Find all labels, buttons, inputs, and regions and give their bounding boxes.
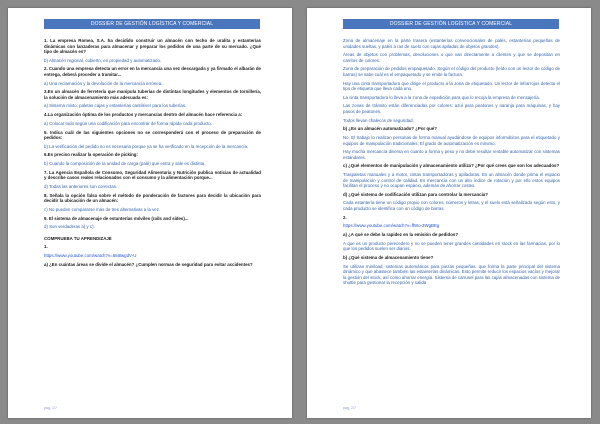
body-text: Hay una cinta transportadora que dirige el producto a la zona de etiquetado. Un lector de infrarrojos detecta el tipo de etiqueta que lleva cada uno. (343, 80, 560, 92)
question-text: a) ¿A qué se debe la rapidez en la emisión de pedidos? (343, 232, 458, 237)
body-text: Zona de almacenaje en la parte trasera (estanterías convencionales de palés, estanterías pequeñas de unidades sueltas, y palés a ras de suelo con cajas apiladas de objetos grandes). (343, 38, 560, 49)
body-text: Cada estantería tiene un código propio con colores, números y letras, y el suelo está señalizado según esto, y cada producto se identifica con un código de barras. (343, 200, 560, 211)
question-text: b) ¿Es un almacén automatizado? ¿Por qué? (343, 126, 437, 132)
question-text: 4.La organización óptima de los productos y mercancías dentro del almacén hace referencia a: (44, 112, 243, 118)
question-text: 1. La empresa Romea, S.A. ha decidido construir un almacén con techo de uralita y estanterías dinámicas con lanzaderas para almacenar y preparar los pedidos de una parte de su mercado. ¿Qué tipo de almacén es? (44, 38, 261, 54)
answer-text: a) Una reclamación y la devolución de la mercancía errónea. (44, 80, 163, 86)
answer-text: b) La verificación del pedido no es necesaria porque ya se ha verificado en la recepción de la mercancía. (44, 143, 249, 149)
body-text: Hay mucha mercancía diversa en cuanto a forma y peso y no debe resultar rentable automatizar con sistemas estándares. (343, 149, 560, 160)
body-text: Todos llevan chalecos de seguridad. (343, 117, 414, 123)
page-content (44, 38, 261, 270)
body-text: Se utilizan miniload, sistemas automáticos para piezas pequeñas, que forma la parte principal del sistema dinámico y que abastece también las estanterías dinámicas. Esto permite reducir los espacios vacíos y mejorar la gestión del stock, así como ahorrar energía. Sistema de carrusel para las cajas almacenadas con sistema de shuttle para gestionar la recepción y salida (343, 263, 560, 286)
question-text: 3.En un almacén de ferretería que manipula tuberías de distintas longitudes y elementos de tornillería, la solución de almacenamiento más adecuada es: (44, 89, 261, 100)
body-text: Áreas de objetos con problemas, devoluciones o que van directamente a clientes y que se depositan en carritos de colores. (343, 52, 560, 63)
page-header: DOSSIER DE GESTIÓN LOGÍSTICA Y COMERCIAL (343, 19, 559, 29)
page-header: DOSSIER DE GESTIÓN LOGÍSTICA Y COMERCIAL (44, 19, 260, 29)
page-right (307, 8, 591, 418)
right-item-list (343, 38, 560, 286)
page-number: pág. 2/7 (343, 406, 356, 410)
question-text: 2. Cuando una empresa detecta un error en la mercancía una vez descargada y ya firmado el albarán de entrega, deberá proceder a tramitar... (44, 66, 261, 77)
answer-text: c) No pueden compararse más de tres alternativas a la vez. (44, 206, 161, 212)
body-text: Zona de preparación de pedidos empaquetado. Según el código del producto (leído con un lector de código de barras) se sabe cuál es el empaquetado y se emite la factura. (343, 66, 560, 77)
left-item-list (44, 38, 261, 230)
question-text: 5. Indica cuál de las siguientes opciones no se corresponderá con el proceso de preparación de pedidos: (44, 129, 261, 140)
video-link[interactable]: https://www.youtube.com/watch?v=55i8wgdV-U (44, 253, 137, 259)
page-number: pág. 1/7 (44, 406, 57, 410)
question-text: 9. El sistema de almacenaje de estanterías móviles (rails and sides)... (44, 215, 189, 221)
answer-text: b) Cuando la composición de la unidad de carga (palé) que entra y sale es distinta. (44, 161, 206, 167)
question-text: 7. La Agencia Española de Consumo, Seguridad Alimentaria y Nutrición publica noticias de actualidad y describe casos reales relacionados con el consumo y la alimentación porque... (44, 169, 261, 181)
body-text: La cinta transportadora lo lleva a la zona de expedición para que lo recoja la empresa de mensajería. (343, 94, 540, 100)
body-text: No. El trabajo lo realizan personas de forma manual ayudándose de equipos informáticos para el etiquetado y equipos de manipulación tradicionales. El grado de automatización es mínimo. (343, 135, 560, 146)
answer-text: b) Almacén regional, cubierto, en propiedad y automatizado. (44, 57, 162, 63)
answer-text: d) Son verdaderas a) y c). (44, 224, 95, 230)
body-text: A que es un producto perecedero y no se pueden tener grandes cantidades en stock en las farmacias, por lo que los pedidos suelen ser diarios. (343, 240, 560, 252)
video-link[interactable]: https://www.youtube.com/watch?v=ffWo-3WgBEg (343, 223, 440, 229)
page-left (8, 8, 292, 418)
body-text: Traspaletas manuales y a motor, cintas transportadoras y apiladoras. Es un almacén donde prima el espacio de manipulación y control de calidad. Es mercancía con un alto índice de rotación y por ello estos equipos facilitan el proceso y no ocupan espacio, además de ahorrar costes. (343, 172, 560, 189)
exercise-number: 1. (44, 244, 48, 250)
question-text: 8. Señala la opción falsa sobre el método de ponderación de factores para decidir la ubicación para decidir la ubicación de un almacén: (44, 192, 261, 204)
exercise-number: 2. (343, 214, 347, 220)
body-text: Las zonas de tránsito están diferenciadas por colores: azul para peatones y naranja para máquinas, y hay pasos de peatones. (343, 103, 560, 114)
answer-text: a) Sistema mixto: paletas cajas y estanterías cantiléver para los tuberías. (44, 103, 187, 109)
question-text: d) ¿Qué sistema de codificación utilizan para controlar la mercancía? (343, 191, 488, 197)
answer-text: d) Todas las anteriores son correctas. (44, 183, 118, 189)
question-text: c) ¿Qué elementos de manipulación y almacenamiento utiliza? ¿Por qué crees que son los adecuados? (343, 163, 560, 169)
section-title: COMPRUEBA TU APRENDIZAJE (44, 235, 112, 241)
question-text: b) ¿Qué sistema de almacenamiento tiene? (343, 254, 434, 260)
page-content (343, 38, 560, 289)
answer-text: a) Colocar todo según una codificación para encontrar de forma rápida cada producto. (44, 120, 212, 126)
question-text: a) ¿En cuántas áreas se divide el almacén? ¿Cumplen normas de seguridad para evitar accidentes? (44, 261, 253, 267)
question-text: 6.Es preciso realizar la operación de picking: (44, 152, 138, 158)
